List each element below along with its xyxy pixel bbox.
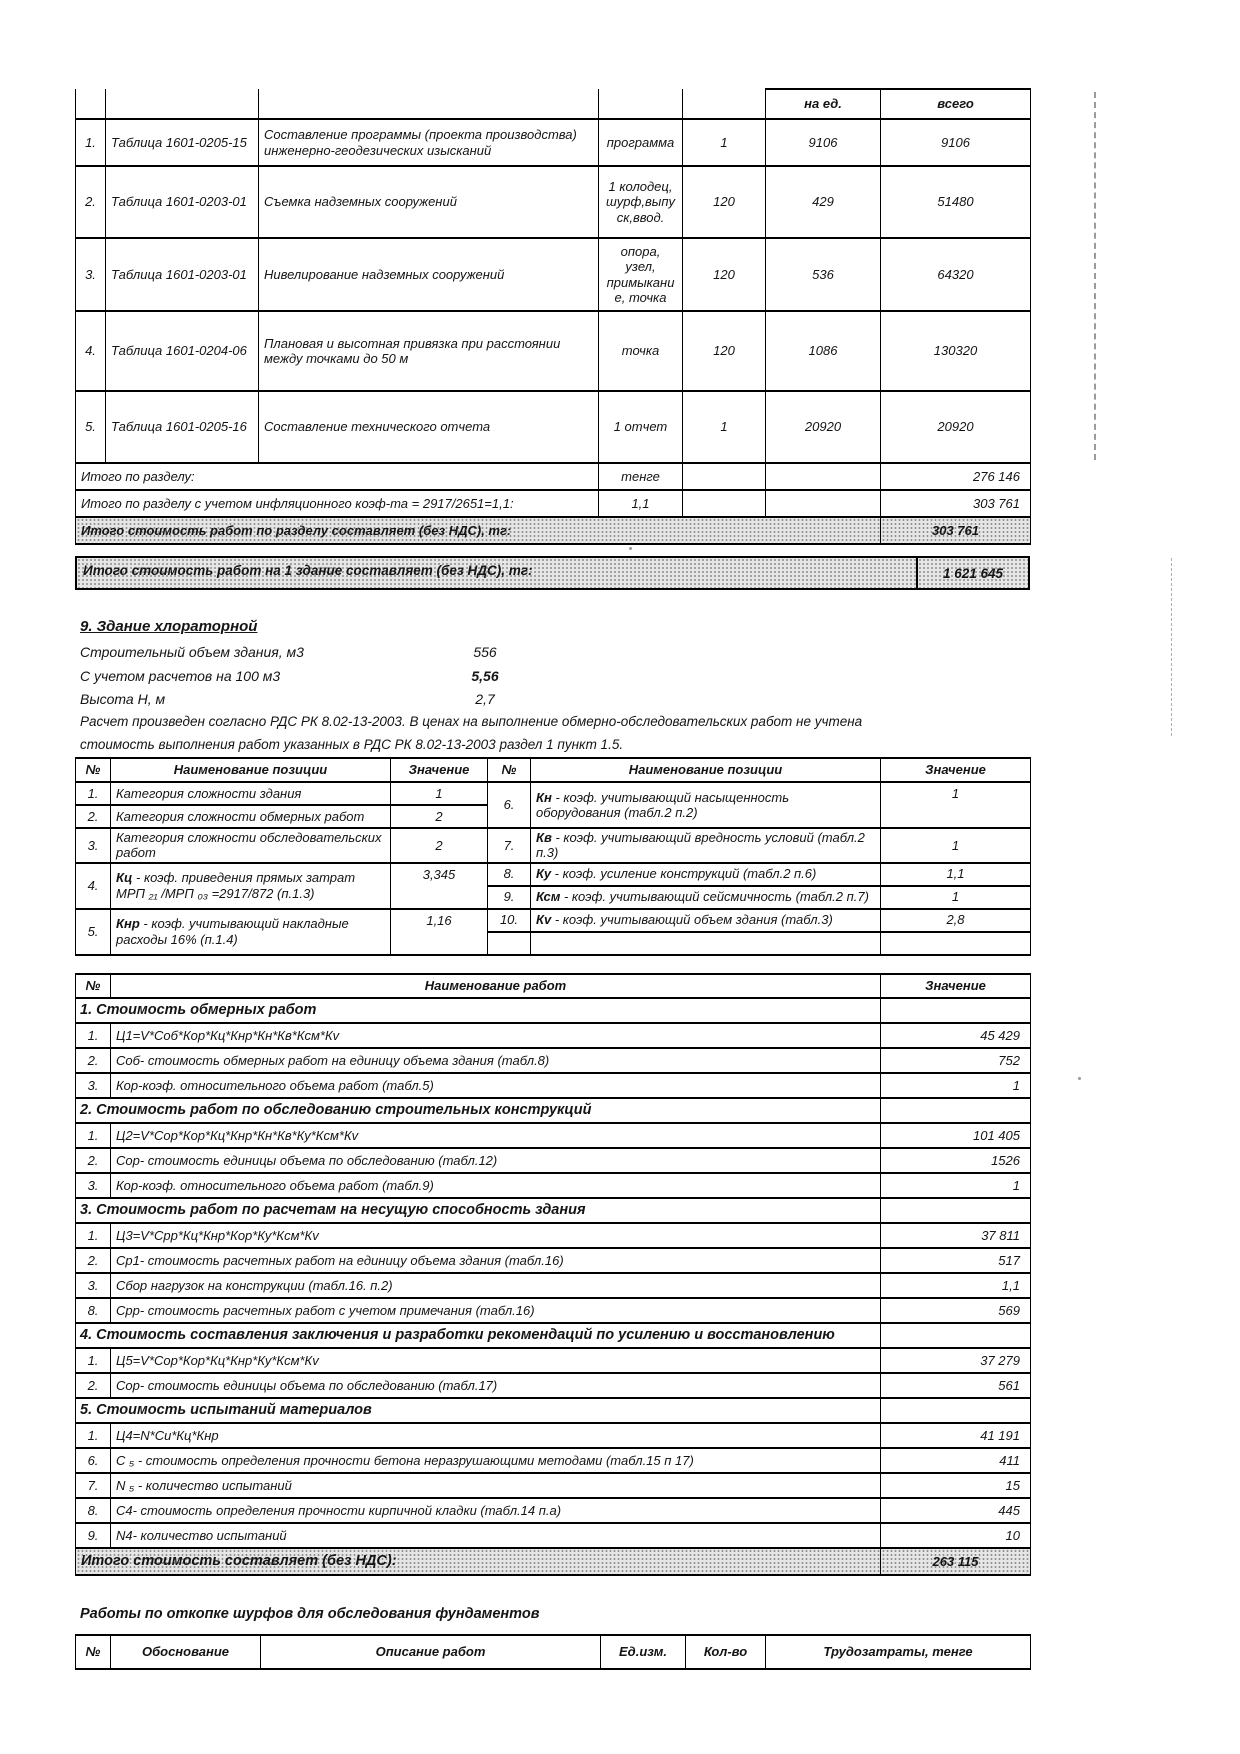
building-total-value: 1 621 645 — [916, 558, 1028, 588]
table-row — [76, 1498, 1031, 1523]
cell — [881, 932, 1031, 955]
section-title-row — [76, 1398, 1031, 1423]
cell-num: 5. — [76, 909, 111, 955]
cell-unit: 1 отчет — [599, 391, 683, 463]
table-row — [76, 238, 1031, 311]
cell-num: 7. — [76, 1473, 111, 1498]
summary-total: 303 761 — [881, 490, 1031, 517]
cell — [881, 998, 1031, 1023]
cell — [881, 1323, 1031, 1348]
cell-value: 37 811 — [881, 1223, 1031, 1248]
summary-row — [76, 490, 1031, 517]
cell-desc: Составление технического отчета — [259, 391, 599, 463]
cell-num: 5. — [76, 391, 106, 463]
coef-symbol: Кv — [536, 912, 552, 928]
cell-total: 51480 — [881, 166, 1031, 238]
cell-num: 8. — [76, 1298, 111, 1323]
cell-value: 411 — [881, 1448, 1031, 1473]
table-row — [76, 1223, 1031, 1248]
works-section-title: 2. Стоимость работ по обследованию строительных конструкций — [76, 1098, 881, 1123]
works-section-title: 5. Стоимость испытаний материалов — [76, 1398, 881, 1423]
shafts-section-title: Работы по откопке шурфов для обследования фундаментов — [80, 1606, 540, 1622]
total-row — [76, 1548, 1031, 1575]
col-header-num: № — [488, 758, 531, 782]
cell-num: 1. — [76, 782, 111, 805]
cell-name: Сбор нагрузок на конструкции (табл.16. п.2) — [111, 1273, 881, 1298]
cell-basis: Таблица 1601-0204-06 — [106, 311, 259, 391]
coef-desc: - коэф. учитывающий вредность условий (табл.2 п.3) — [536, 830, 865, 861]
cell-qty: 1 — [683, 119, 766, 166]
table-row — [76, 391, 1031, 463]
col-header-name: Наименование позиции — [111, 758, 391, 782]
cell-value: 1 — [881, 1173, 1031, 1198]
cell-value: 1 — [881, 886, 1031, 909]
cell — [683, 89, 766, 119]
works-section-title: 4. Стоимость составления заключения и разработки рекомендаций по усилению и восстановлению — [76, 1323, 881, 1348]
cell-name — [111, 909, 391, 955]
cell-total: 64320 — [881, 238, 1031, 311]
col-header-value: Значение — [881, 758, 1031, 782]
col-header-per-unit: на ед. — [766, 89, 881, 119]
coef-symbol: Кн — [536, 789, 552, 805]
table-row — [76, 1123, 1031, 1148]
summary-total: 276 146 — [881, 463, 1031, 490]
header-row — [76, 1635, 1031, 1669]
col-header-value: Значение — [881, 974, 1031, 998]
scan-noise-dot — [629, 547, 632, 550]
col-header-basis: Обоснование — [111, 1635, 261, 1669]
section-title-row — [76, 1323, 1031, 1348]
param-label: С учетом расчетов на 100 м3 — [80, 668, 281, 684]
section-total-value: 303 761 — [881, 517, 1031, 544]
cell-value: 752 — [881, 1048, 1031, 1073]
header-row — [76, 89, 1031, 119]
coef-desc: - коэф. приведения прямых затрат МРП ₂₁ /МРП ₀₃ =2917/872 (п.1.3) — [116, 870, 356, 901]
cell-basis: Таблица 1601-0205-16 — [106, 391, 259, 463]
section-title: 9. Здание хлораторной — [80, 618, 258, 635]
cell-qty: 1 — [683, 391, 766, 463]
cell-unit: программа — [599, 119, 683, 166]
table-row — [76, 311, 1031, 391]
cell-value: 10 — [881, 1523, 1031, 1548]
coef-desc: - коэф. усиление конструкций (табл.2 п.6) — [551, 866, 817, 882]
col-header-num: № — [76, 1635, 111, 1669]
building-total-banner — [75, 556, 1030, 590]
cell-unit: точка — [599, 311, 683, 391]
cell-value: 45 429 — [881, 1023, 1031, 1048]
cell — [599, 89, 683, 119]
cell-num: 4. — [76, 863, 111, 909]
cell-num: 1. — [76, 1123, 111, 1148]
cell — [683, 490, 766, 517]
cell-value: 2,8 — [881, 909, 1031, 932]
table-row — [76, 1148, 1031, 1173]
cell-name: Ц3=V*Срр*Кц*Кнр*Кор*Ку*Ксм*Кv — [111, 1223, 881, 1248]
param-label: Высота Н, м — [80, 691, 166, 707]
cell-desc: Составление программы (проекта производства) инженерно-геодезических изысканий — [259, 119, 599, 166]
cell-value: 15 — [881, 1473, 1031, 1498]
cell-basis: Таблица 1601-0205-15 — [106, 119, 259, 166]
param-value: 556 — [473, 644, 497, 660]
cell-value: 101 405 — [881, 1123, 1031, 1148]
cell-num: 9. — [76, 1523, 111, 1548]
cell-num: 9. — [488, 886, 531, 909]
param-label: Строительный объем здания, м3 — [80, 644, 304, 660]
building-total-label: Итого стоимость работ на 1 здание составляет (без НДС), тг: — [77, 558, 916, 588]
section-title-row — [76, 1198, 1031, 1223]
cell-unit: опора, узел, примыкание, точка — [599, 238, 683, 311]
table-row — [76, 1173, 1031, 1198]
cell-name — [111, 863, 391, 909]
cell-name: N4- количество испытаний — [111, 1523, 881, 1548]
cell-name: Кор-коэф. относительного объема работ (табл.5) — [111, 1073, 881, 1098]
cell-basis: Таблица 1601-0203-01 — [106, 238, 259, 311]
note-line: Расчет произведен согласно РДС РК 8.02-13-2003. В ценах на выполнение обмерно-обследовательских работ не учтена — [80, 714, 863, 729]
cell-per-unit: 536 — [766, 238, 881, 311]
cell — [766, 463, 881, 490]
cell-value: 3,345 — [391, 863, 488, 909]
table-row — [76, 1273, 1031, 1298]
cell-name: Категория сложности обмерных работ — [111, 805, 391, 828]
cell — [881, 1198, 1031, 1223]
table-row — [76, 863, 1031, 886]
cell-num: 1. — [76, 1223, 111, 1248]
cell — [531, 932, 881, 955]
cell — [766, 490, 881, 517]
scan-noise-dot — [1078, 1077, 1081, 1080]
cell — [881, 1098, 1031, 1123]
cell-name: Ц4=N*Си*Кц*Кнр — [111, 1423, 881, 1448]
cell — [683, 463, 766, 490]
cell-num: 1. — [76, 1023, 111, 1048]
table-row — [76, 1023, 1031, 1048]
table-row — [76, 1448, 1031, 1473]
cell-value: 1526 — [881, 1148, 1031, 1173]
table-row — [76, 1523, 1031, 1548]
cell-num: 10. — [488, 909, 531, 932]
col-header-num: № — [76, 974, 111, 998]
cell-value: 517 — [881, 1248, 1031, 1273]
cell-name: Соб- стоимость обмерных работ на единицу объема здания (табл.8) — [111, 1048, 881, 1073]
cell-value: 569 — [881, 1298, 1031, 1323]
col-header-value: Значение — [391, 758, 488, 782]
cell-num: 2. — [76, 1048, 111, 1073]
cell-name: Сор- стоимость единицы объема по обследованию (табл.12) — [111, 1148, 881, 1173]
works-total-label: Итого стоимость составляет (без НДС): — [76, 1548, 881, 1575]
works-total-value: 263 115 — [881, 1548, 1031, 1575]
coef-symbol: Кнр — [116, 916, 140, 932]
cell-value: 41 191 — [881, 1423, 1031, 1448]
cell-name: Ц1=V*Соб*Кор*Кц*Кнр*Кн*Кв*Ксм*Кv — [111, 1023, 881, 1048]
cell-num: 1. — [76, 119, 106, 166]
table-row — [76, 1298, 1031, 1323]
section-title-row — [76, 998, 1031, 1023]
cell-value: 1 — [881, 828, 1031, 863]
cell-qty: 120 — [683, 166, 766, 238]
cell — [488, 932, 531, 955]
table-row — [76, 782, 1031, 805]
survey-works-table — [75, 88, 1031, 545]
works-section-title: 3. Стоимость работ по расчетам на несущую способность здания — [76, 1198, 881, 1223]
summary-unit: тенге — [599, 463, 683, 490]
cell-name — [531, 863, 881, 886]
works-section-title: 1. Стоимость обмерных работ — [76, 998, 881, 1023]
col-header-name: Наименование работ — [111, 974, 881, 998]
cell-qty: 120 — [683, 238, 766, 311]
cell-value: 37 279 — [881, 1348, 1031, 1373]
section-total-row — [76, 517, 1031, 544]
coef-symbol: Ксм — [536, 889, 561, 905]
cell-num: 2. — [76, 1248, 111, 1273]
coef-desc: - коэф. учитывающий объем здания (табл.3) — [551, 912, 833, 928]
table-row — [76, 1048, 1031, 1073]
cell-value: 1 — [391, 782, 488, 805]
cell-name: Ср1- стоимость расчетных работ на единицу объема здания (табл.16) — [111, 1248, 881, 1273]
cell-num: 8. — [76, 1498, 111, 1523]
coef-symbol: Кв — [536, 830, 552, 845]
cell — [259, 89, 599, 119]
summary-label: Итого по разделу: — [76, 463, 599, 490]
cell-desc: Плановая и высотная привязка при расстоянии между точками до 50 м — [259, 311, 599, 391]
summary-unit: 1,1 — [599, 490, 683, 517]
cell-per-unit: 1086 — [766, 311, 881, 391]
cell-num: 3. — [76, 1073, 111, 1098]
table-row — [76, 909, 1031, 932]
cell-num: 2. — [76, 166, 106, 238]
cell-unit: 1 колодец, шурф,выпуск,ввод. — [599, 166, 683, 238]
cell-value: 445 — [881, 1498, 1031, 1523]
cell-qty: 120 — [683, 311, 766, 391]
cell-num: 2. — [76, 1373, 111, 1398]
works-cost-table — [75, 973, 1031, 1576]
cell-value: 1,1 — [881, 1273, 1031, 1298]
cell-name — [531, 782, 881, 828]
summary-label: Итого по разделу с учетом инфляционного коэф-та = 2917/2651=1,1: — [76, 490, 599, 517]
cell-value: 1 — [881, 782, 1031, 828]
coef-symbol: Кц — [116, 870, 133, 886]
coefficients-table — [75, 757, 1031, 956]
cell-per-unit: 9106 — [766, 119, 881, 166]
cell-num: 4. — [76, 311, 106, 391]
cell-name: Кор-коэф. относительного объема работ (табл.9) — [111, 1173, 881, 1198]
cell-basis: Таблица 1601-0203-01 — [106, 166, 259, 238]
scan-artifact-line — [1094, 92, 1096, 460]
cell-name — [531, 909, 881, 932]
cell-num: 1. — [76, 1348, 111, 1373]
cell-name: Срр- стоимость расчетных работ с учетом примечания (табл.16) — [111, 1298, 881, 1323]
summary-row — [76, 463, 1031, 490]
table-row — [76, 1348, 1031, 1373]
table-row — [76, 1473, 1031, 1498]
col-header-total: всего — [881, 89, 1031, 119]
cell-num: 3. — [76, 1273, 111, 1298]
param-value: 5,56 — [471, 668, 499, 684]
cell-num: 7. — [488, 828, 531, 863]
shafts-table — [75, 1634, 1031, 1670]
cell — [106, 89, 259, 119]
coef-symbol: Ку — [536, 866, 552, 882]
cell-name: Ц5=V*Сор*Кор*Кц*Кнр*Ку*Ксм*Кv — [111, 1348, 881, 1373]
table-row — [76, 1073, 1031, 1098]
cell-value: 561 — [881, 1373, 1031, 1398]
cell-value: 2 — [391, 805, 488, 828]
header-row — [76, 758, 1031, 782]
cell-name: Сор- стоимость единицы объема по обследованию (табл.17) — [111, 1373, 881, 1398]
cell-num: 6. — [76, 1448, 111, 1473]
cell-name: Категория сложности обследовательских работ — [111, 828, 391, 863]
table-row — [76, 119, 1031, 166]
cell — [881, 1398, 1031, 1423]
cell-name — [531, 886, 881, 909]
note-line: стоимость выполнения работ указанных в РДС РК 8.02-13-2003 раздел 1 пункт 1.5. — [80, 737, 624, 752]
cell-num: 3. — [76, 828, 111, 863]
cell-num: 8. — [488, 863, 531, 886]
cell — [76, 89, 106, 119]
table-row — [76, 828, 1031, 863]
cell-num: 6. — [488, 782, 531, 828]
cell-name — [531, 828, 881, 863]
cell-total: 130320 — [881, 311, 1031, 391]
cell-per-unit: 20920 — [766, 391, 881, 463]
cell-name: С4- стоимость определения прочности кирпичной кладки (табл.14 п.а) — [111, 1498, 881, 1523]
col-header-num: № — [76, 758, 111, 782]
cell-num: 3. — [76, 1173, 111, 1198]
col-header-desc: Описание работ — [261, 1635, 601, 1669]
col-header-qty: Кол-во — [686, 1635, 766, 1669]
table-row — [76, 1248, 1031, 1273]
section-title-row — [76, 1098, 1031, 1123]
cell-desc: Съемка надземных сооружений — [259, 166, 599, 238]
coef-desc: - коэф. учитывающий насыщенность оборудования (табл.2 п.2) — [536, 789, 790, 820]
col-header-unit: Ед.изм. — [601, 1635, 686, 1669]
cell-value: 1,1 — [881, 863, 1031, 886]
col-header-labor: Трудозатраты, тенге — [766, 1635, 1031, 1669]
header-row — [76, 974, 1031, 998]
cell-num: 3. — [76, 238, 106, 311]
cell-name: Категория сложности здания — [111, 782, 391, 805]
cell-name: Ц2=V*Сор*Кор*Кц*Кнр*Кн*Кв*Ку*Ксм*Кv — [111, 1123, 881, 1148]
cell-total: 9106 — [881, 119, 1031, 166]
table-row — [76, 166, 1031, 238]
cell-value: 2 — [391, 828, 488, 863]
param-value: 2,7 — [475, 691, 495, 707]
cell-desc: Нивелирование надземных сооружений — [259, 238, 599, 311]
cell-value: 1,16 — [391, 909, 488, 955]
coef-desc: - коэф. учитывающий накладные расходы 16% (п.1.4) — [116, 916, 349, 947]
cell-per-unit: 429 — [766, 166, 881, 238]
table-row — [76, 1423, 1031, 1448]
cell-total: 20920 — [881, 391, 1031, 463]
cell-name: С ₅ - стоимость определения прочности бетона неразрушающими методами (табл.15 п 17) — [111, 1448, 881, 1473]
col-header-name: Наименование позиции — [531, 758, 881, 782]
table-row — [76, 1373, 1031, 1398]
cell-num: 1. — [76, 1423, 111, 1448]
coef-desc: - коэф. учитывающий сейсмичность (табл.2 п.7) — [560, 889, 869, 905]
cell-name: N ₅ - количество испытаний — [111, 1473, 881, 1498]
cell-value: 1 — [881, 1073, 1031, 1098]
section-total-label: Итого стоимость работ по разделу составляет (без НДС), тг: — [76, 517, 881, 544]
scan-artifact-line — [1171, 558, 1172, 736]
cell-num: 2. — [76, 805, 111, 828]
cell-num: 2. — [76, 1148, 111, 1173]
